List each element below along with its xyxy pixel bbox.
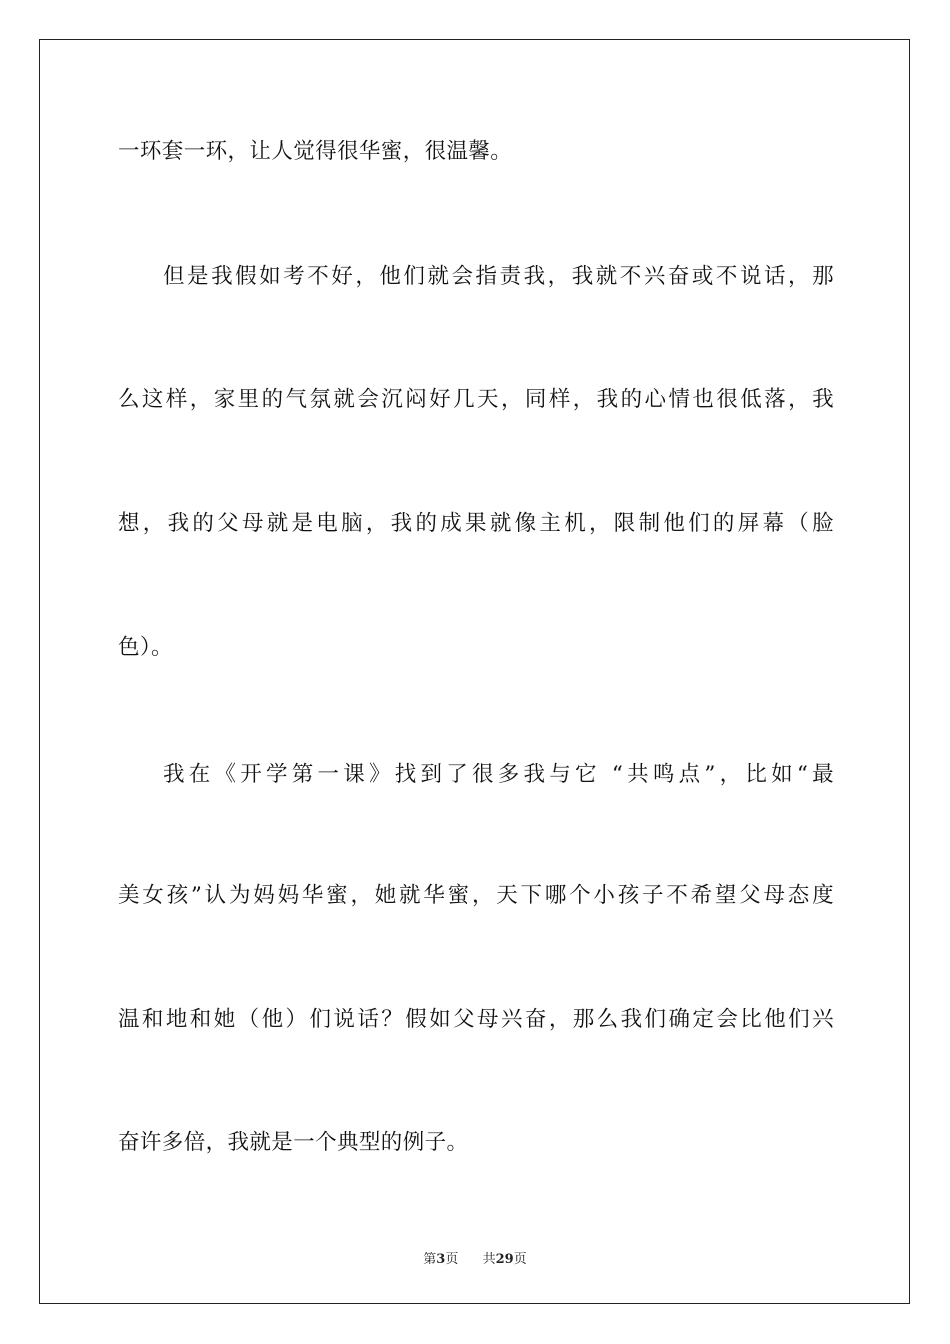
paragraph-line: 奋许多倍，我就是一个典型的例子。 (118, 1130, 469, 1155)
paragraph-line: 么这样，家里的气氛就会沉闷好几天，同样，我的心情也很低落，我 (118, 387, 834, 412)
paragraph-line: 色）。 (118, 635, 173, 660)
total-prefix: 共 (482, 1252, 496, 1267)
page-number: 3 (436, 1252, 446, 1267)
paragraph-line: 美女孩”认为妈妈华蜜，她就华蜜，天下哪个小孩子不希望父母态度 (118, 883, 834, 908)
paragraph-line: 温和地和她（他）们说话？假如父母兴奋，那么我们确定会比他们兴 (118, 1007, 834, 1032)
total-pages: 29 (495, 1252, 514, 1267)
paragraph-line: 想，我的父母就是电脑，我的成果就像主机，限制他们的屏幕（脸 (118, 511, 834, 536)
paragraph-line: 我在《开学第一课》找到了很多我与它 “共鸣点”，比如“最 (163, 762, 834, 787)
page-footer (0, 1248, 950, 1267)
paragraph-line: 但是我假如考不好，他们就会指责我，我就不兴奋或不说话，那 (163, 264, 834, 289)
total-suffix: 页 (513, 1252, 527, 1267)
page-prefix: 第 (423, 1252, 437, 1267)
page-border (39, 39, 910, 1304)
paragraph-line: 一环套一环，让人觉得很华蜜，很温馨。 (118, 139, 513, 164)
page-suffix: 页 (445, 1252, 459, 1267)
